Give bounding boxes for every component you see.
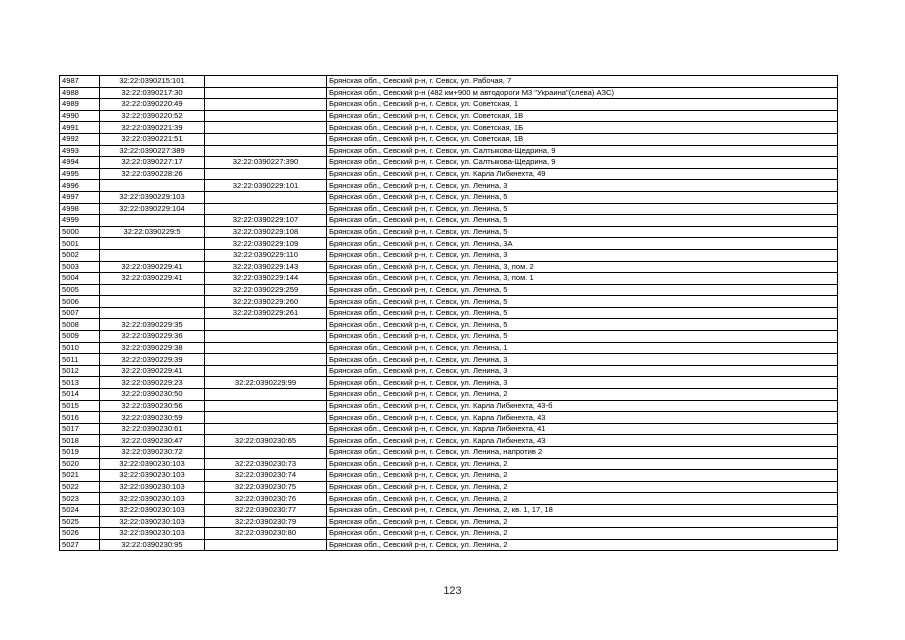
row-number-cell: 5004 — [60, 273, 100, 285]
address-cell: Брянская обл., Севский р-н, г. Севск, ул. Ленина, 3, пом. 1 — [327, 273, 838, 285]
table-row — [60, 423, 838, 435]
linked-cadastral-number-cell — [205, 122, 327, 134]
address-cell: Брянская обл., Севский р-н, г. Севск, ул. Рабочая, 7 — [327, 76, 838, 88]
table-row — [60, 354, 838, 366]
row-number-cell: 4995 — [60, 168, 100, 180]
address-cell: Брянская обл., Севский р-н, г. Севск, ул. Ленина, 2 — [327, 481, 838, 493]
table-row — [60, 516, 838, 528]
row-number-cell: 5007 — [60, 307, 100, 319]
table-row — [60, 389, 838, 401]
linked-cadastral-number-cell: 32:22:0390229:109 — [205, 238, 327, 250]
row-number-cell: 5017 — [60, 423, 100, 435]
row-number-cell: 5023 — [60, 493, 100, 505]
address-cell: Брянская обл., Севский р-н, г. Севск, ул. Салтыкова-Щедрина, 9 — [327, 145, 838, 157]
address-cell: Брянская обл., Севский р-н, г. Севск, ул. Ленина, 2 — [327, 528, 838, 540]
address-cell: Брянская обл., Севский р-н, г. Севск, ул. Советская, 1В — [327, 133, 838, 145]
address-cell: Брянская обл., Севский р-н, г. Севск, ул. Ленина, 2 — [327, 493, 838, 505]
cadastral-number-cell: 32:22:0390221:51 — [100, 133, 205, 145]
table-row — [60, 110, 838, 122]
address-cell: Брянская обл., Севский р-н, г. Севск, ул. Ленина, 1 — [327, 342, 838, 354]
table-row — [60, 76, 838, 88]
cadastral-number-cell: 32:22:0390228:26 — [100, 168, 205, 180]
row-number-cell: 5002 — [60, 249, 100, 261]
cadastral-number-cell: 32:22:0390230:103 — [100, 504, 205, 516]
row-number-cell: 5008 — [60, 319, 100, 331]
address-cell: Брянская обл., Севский р-н, г. Севск, ул. Салтыкова-Щедрина, 9 — [327, 157, 838, 169]
table-row — [60, 238, 838, 250]
row-number-cell: 5009 — [60, 331, 100, 343]
table-row — [60, 481, 838, 493]
cadastral-number-cell: 32:22:0390230:103 — [100, 481, 205, 493]
table-row — [60, 226, 838, 238]
linked-cadastral-number-cell: 32:22:0390229:110 — [205, 249, 327, 261]
row-number-cell: 5024 — [60, 504, 100, 516]
address-cell: Брянская обл., Севский р-н, г. Севск, ул. Ленина, 5 — [327, 331, 838, 343]
linked-cadastral-number-cell: 32:22:0390229:259 — [205, 284, 327, 296]
cadastral-number-cell: 32:22:0390229:41 — [100, 261, 205, 273]
linked-cadastral-number-cell — [205, 203, 327, 215]
table-row — [60, 191, 838, 203]
cadastral-number-cell: 32:22:0390220:52 — [100, 110, 205, 122]
linked-cadastral-number-cell: 32:22:0390230:76 — [205, 493, 327, 505]
address-cell: Брянская обл., Севский р-н, г. Севск, ул. Ленина, 3, пом. 2 — [327, 261, 838, 273]
property-table — [59, 75, 838, 551]
linked-cadastral-number-cell: 32:22:0390229:107 — [205, 215, 327, 227]
row-number-cell: 5015 — [60, 400, 100, 412]
row-number-cell: 5025 — [60, 516, 100, 528]
linked-cadastral-number-cell — [205, 365, 327, 377]
cadastral-number-cell: 32:22:0390230:103 — [100, 470, 205, 482]
row-number-cell: 4993 — [60, 145, 100, 157]
table-row — [60, 539, 838, 551]
row-number-cell: 5006 — [60, 296, 100, 308]
address-cell: Брянская обл., Севский р-н, г. Севск, ул. Ленина, 2 — [327, 516, 838, 528]
cadastral-number-cell: 32:22:0390230:56 — [100, 400, 205, 412]
address-cell: Брянская обл., Севский р-н, г. Севск, ул. Ленина, 5 — [327, 319, 838, 331]
row-number-cell: 5020 — [60, 458, 100, 470]
cadastral-number-cell: 32:22:0390229:41 — [100, 273, 205, 285]
linked-cadastral-number-cell: 32:22:0390227:390 — [205, 157, 327, 169]
row-number-cell: 5014 — [60, 389, 100, 401]
address-cell: Брянская обл., Севский р-н, г. Севск, ул. Ленина, 5 — [327, 215, 838, 227]
row-number-cell: 4990 — [60, 110, 100, 122]
linked-cadastral-number-cell — [205, 76, 327, 88]
table-row — [60, 307, 838, 319]
cadastral-number-cell — [100, 307, 205, 319]
row-number-cell: 4998 — [60, 203, 100, 215]
address-cell: Брянская обл., Севский р-н, г. Севск, ул. Ленина, 3А — [327, 238, 838, 250]
linked-cadastral-number-cell: 32:22:0390229:260 — [205, 296, 327, 308]
row-number-cell: 5010 — [60, 342, 100, 354]
cadastral-number-cell: 32:22:0390227:17 — [100, 157, 205, 169]
linked-cadastral-number-cell: 32:22:0390230:73 — [205, 458, 327, 470]
table-row — [60, 447, 838, 459]
cadastral-number-cell: 32:22:0390220:49 — [100, 99, 205, 111]
address-cell: Брянская обл., Севский р-н, г. Севск, ул. Ленина, 2, кв. 1, 17, 18 — [327, 504, 838, 516]
table-row — [60, 331, 838, 343]
table-row — [60, 504, 838, 516]
cadastral-number-cell: 32:22:0390229:5 — [100, 226, 205, 238]
cadastral-number-cell: 32:22:0390227:389 — [100, 145, 205, 157]
row-number-cell: 5013 — [60, 377, 100, 389]
linked-cadastral-number-cell — [205, 99, 327, 111]
linked-cadastral-number-cell — [205, 423, 327, 435]
row-number-cell: 5000 — [60, 226, 100, 238]
address-cell: Брянская обл., Севский р-н, г. Севск, ул. Ленина, 3 — [327, 180, 838, 192]
address-cell: Брянская обл., Севский р-н, г. Севск, ул. Карла Либкнехта, 43 — [327, 412, 838, 424]
address-cell: Брянская обл., Севский р-н, г. Севск, ул. Ленина, 2 — [327, 458, 838, 470]
table-row — [60, 365, 838, 377]
linked-cadastral-number-cell: 32:22:0390229:261 — [205, 307, 327, 319]
property-table-body — [60, 76, 838, 551]
table-row — [60, 157, 838, 169]
linked-cadastral-number-cell: 32:22:0390230:65 — [205, 435, 327, 447]
table-row — [60, 215, 838, 227]
address-cell: Брянская обл., Севский р-н, г. Севск, ул. Ленина, 5 — [327, 203, 838, 215]
cadastral-number-cell: 32:22:0390230:59 — [100, 412, 205, 424]
row-number-cell: 4996 — [60, 180, 100, 192]
cadastral-number-cell: 32:22:0390230:47 — [100, 435, 205, 447]
table-row — [60, 319, 838, 331]
cadastral-number-cell: 32:22:0390230:103 — [100, 516, 205, 528]
address-cell: Брянская обл., Севский р-н, г. Севск, ул. Ленина, напротив 2 — [327, 447, 838, 459]
cadastral-number-cell: 32:22:0390229:41 — [100, 365, 205, 377]
cadastral-number-cell: 32:22:0390221:39 — [100, 122, 205, 134]
table-row — [60, 99, 838, 111]
cadastral-number-cell — [100, 284, 205, 296]
linked-cadastral-number-cell — [205, 400, 327, 412]
cadastral-number-cell: 32:22:0390230:103 — [100, 458, 205, 470]
linked-cadastral-number-cell: 32:22:0390230:77 — [205, 504, 327, 516]
row-number-cell: 4992 — [60, 133, 100, 145]
address-cell: Брянская обл., Севский р-н, г. Севск, ул. Ленина, 2 — [327, 389, 838, 401]
row-number-cell: 5022 — [60, 481, 100, 493]
cadastral-number-cell: 32:22:0390229:38 — [100, 342, 205, 354]
cadastral-number-cell: 32:22:0390229:103 — [100, 191, 205, 203]
row-number-cell: 4999 — [60, 215, 100, 227]
linked-cadastral-number-cell — [205, 342, 327, 354]
linked-cadastral-number-cell — [205, 331, 327, 343]
linked-cadastral-number-cell: 32:22:0390229:101 — [205, 180, 327, 192]
address-cell: Брянская обл., Севский р-н, г. Севск, ул. Ленина, 5 — [327, 284, 838, 296]
address-cell: Брянская обл., Севский р-н, г. Севск, ул. Советская, 1В — [327, 110, 838, 122]
cadastral-number-cell: 32:22:0390230:103 — [100, 493, 205, 505]
cadastral-number-cell — [100, 180, 205, 192]
cadastral-number-cell: 32:22:0390230:50 — [100, 389, 205, 401]
address-cell: Брянская обл., Севский р-н, г. Севск, ул. Ленина, 2 — [327, 539, 838, 551]
table-row — [60, 470, 838, 482]
cadastral-number-cell: 32:22:0390229:104 — [100, 203, 205, 215]
cadastral-number-cell — [100, 249, 205, 261]
linked-cadastral-number-cell — [205, 539, 327, 551]
cadastral-number-cell: 32:22:0390229:36 — [100, 331, 205, 343]
row-number-cell: 4994 — [60, 157, 100, 169]
table-row — [60, 249, 838, 261]
linked-cadastral-number-cell — [205, 191, 327, 203]
table-row — [60, 400, 838, 412]
row-number-cell: 4987 — [60, 76, 100, 88]
row-number-cell: 5005 — [60, 284, 100, 296]
linked-cadastral-number-cell: 32:22:0390229:99 — [205, 377, 327, 389]
linked-cadastral-number-cell — [205, 110, 327, 122]
table-row — [60, 458, 838, 470]
address-cell: Брянская обл., Севский р-н, г. Севск, ул. Ленина, 2 — [327, 470, 838, 482]
table-row — [60, 145, 838, 157]
row-number-cell: 5012 — [60, 365, 100, 377]
table-row — [60, 528, 838, 540]
row-number-cell: 5016 — [60, 412, 100, 424]
address-cell: Брянская обл., Севский р-н, г. Севск, ул. Ленина, 5 — [327, 226, 838, 238]
linked-cadastral-number-cell — [205, 319, 327, 331]
table-row — [60, 122, 838, 134]
address-cell: Брянская обл., Севский р-н, г. Севск, ул. Ленина, 5 — [327, 307, 838, 319]
linked-cadastral-number-cell: 32:22:0390229:108 — [205, 226, 327, 238]
linked-cadastral-number-cell — [205, 354, 327, 366]
cadastral-number-cell: 32:22:0390230:61 — [100, 423, 205, 435]
address-cell: Брянская обл., Севский р-н, г. Севск, ул. Карла Либкнехта, 41 — [327, 423, 838, 435]
row-number-cell: 5021 — [60, 470, 100, 482]
linked-cadastral-number-cell — [205, 87, 327, 99]
row-number-cell: 5027 — [60, 539, 100, 551]
linked-cadastral-number-cell — [205, 389, 327, 401]
linked-cadastral-number-cell: 32:22:0390230:80 — [205, 528, 327, 540]
row-number-cell: 4988 — [60, 87, 100, 99]
address-cell: Брянская обл., Севский р-н, г. Севск, ул. Ленина, 3 — [327, 354, 838, 366]
cadastral-number-cell: 32:22:0390229:23 — [100, 377, 205, 389]
table-row — [60, 87, 838, 99]
address-cell: Брянская обл., Севский р-н, г. Севск, ул. Карла Либкнехта, 43-б — [327, 400, 838, 412]
linked-cadastral-number-cell — [205, 168, 327, 180]
row-number-cell: 5003 — [60, 261, 100, 273]
linked-cadastral-number-cell — [205, 133, 327, 145]
row-number-cell: 5011 — [60, 354, 100, 366]
table-row — [60, 435, 838, 447]
row-number-cell: 5001 — [60, 238, 100, 250]
table-row — [60, 180, 838, 192]
table-row — [60, 493, 838, 505]
address-cell: Брянская обл., Севский р-н, г. Севск, ул. Ленина, 3 — [327, 365, 838, 377]
cadastral-number-cell — [100, 296, 205, 308]
linked-cadastral-number-cell — [205, 447, 327, 459]
table-row — [60, 377, 838, 389]
address-cell: Брянская обл., Севский р-н, г. Севск, ул. Советская, 1 — [327, 99, 838, 111]
address-cell: Брянская обл., Севский р-н, г. Севск, ул. Карла Либкнехта, 49 — [327, 168, 838, 180]
linked-cadastral-number-cell — [205, 145, 327, 157]
row-number-cell: 5026 — [60, 528, 100, 540]
table-row — [60, 261, 838, 273]
address-cell: Брянская обл., Севский р-н, г. Севск, ул. Советская, 1Б — [327, 122, 838, 134]
address-cell: Брянская обл., Севский р-н, г. Севск, ул. Карла Либкнехта, 43 — [327, 435, 838, 447]
row-number-cell: 5019 — [60, 447, 100, 459]
linked-cadastral-number-cell — [205, 412, 327, 424]
table-row — [60, 168, 838, 180]
cadastral-number-cell: 32:22:0390229:39 — [100, 354, 205, 366]
address-cell: Брянская обл., Севский р-н, г. Севск, ул. Ленина, 3 — [327, 377, 838, 389]
table-row — [60, 133, 838, 145]
row-number-cell: 4989 — [60, 99, 100, 111]
table-row — [60, 412, 838, 424]
cadastral-number-cell: 32:22:0390217:30 — [100, 87, 205, 99]
address-cell: Брянская обл., Севский р-н, г. Севск, ул. Ленина, 3 — [327, 249, 838, 261]
row-number-cell: 4997 — [60, 191, 100, 203]
linked-cadastral-number-cell: 32:22:0390230:79 — [205, 516, 327, 528]
cadastral-number-cell: 32:22:0390230:72 — [100, 447, 205, 459]
linked-cadastral-number-cell: 32:22:0390230:75 — [205, 481, 327, 493]
table-row — [60, 284, 838, 296]
table-row — [60, 203, 838, 215]
cadastral-number-cell: 32:22:0390230:103 — [100, 528, 205, 540]
table-row — [60, 342, 838, 354]
table-row — [60, 273, 838, 285]
cadastral-number-cell: 32:22:0390229:35 — [100, 319, 205, 331]
linked-cadastral-number-cell: 32:22:0390229:143 — [205, 261, 327, 273]
linked-cadastral-number-cell: 32:22:0390229:144 — [205, 273, 327, 285]
cadastral-number-cell — [100, 215, 205, 227]
cadastral-number-cell: 32:22:0390230:95 — [100, 539, 205, 551]
cadastral-number-cell: 32:22:0390215:101 — [100, 76, 205, 88]
cadastral-number-cell — [100, 238, 205, 250]
address-cell: Брянская обл., Севский р-н (482 км+900 м автодороги М3 "Украина"(слева) АЗС) — [327, 87, 838, 99]
linked-cadastral-number-cell: 32:22:0390230:74 — [205, 470, 327, 482]
address-cell: Брянская обл., Севский р-н, г. Севск, ул. Ленина, 5 — [327, 296, 838, 308]
table-row — [60, 296, 838, 308]
row-number-cell: 4991 — [60, 122, 100, 134]
row-number-cell: 5018 — [60, 435, 100, 447]
address-cell: Брянская обл., Севский р-н, г. Севск, ул. Ленина, 5 — [327, 191, 838, 203]
page-number: 123 — [443, 585, 462, 597]
